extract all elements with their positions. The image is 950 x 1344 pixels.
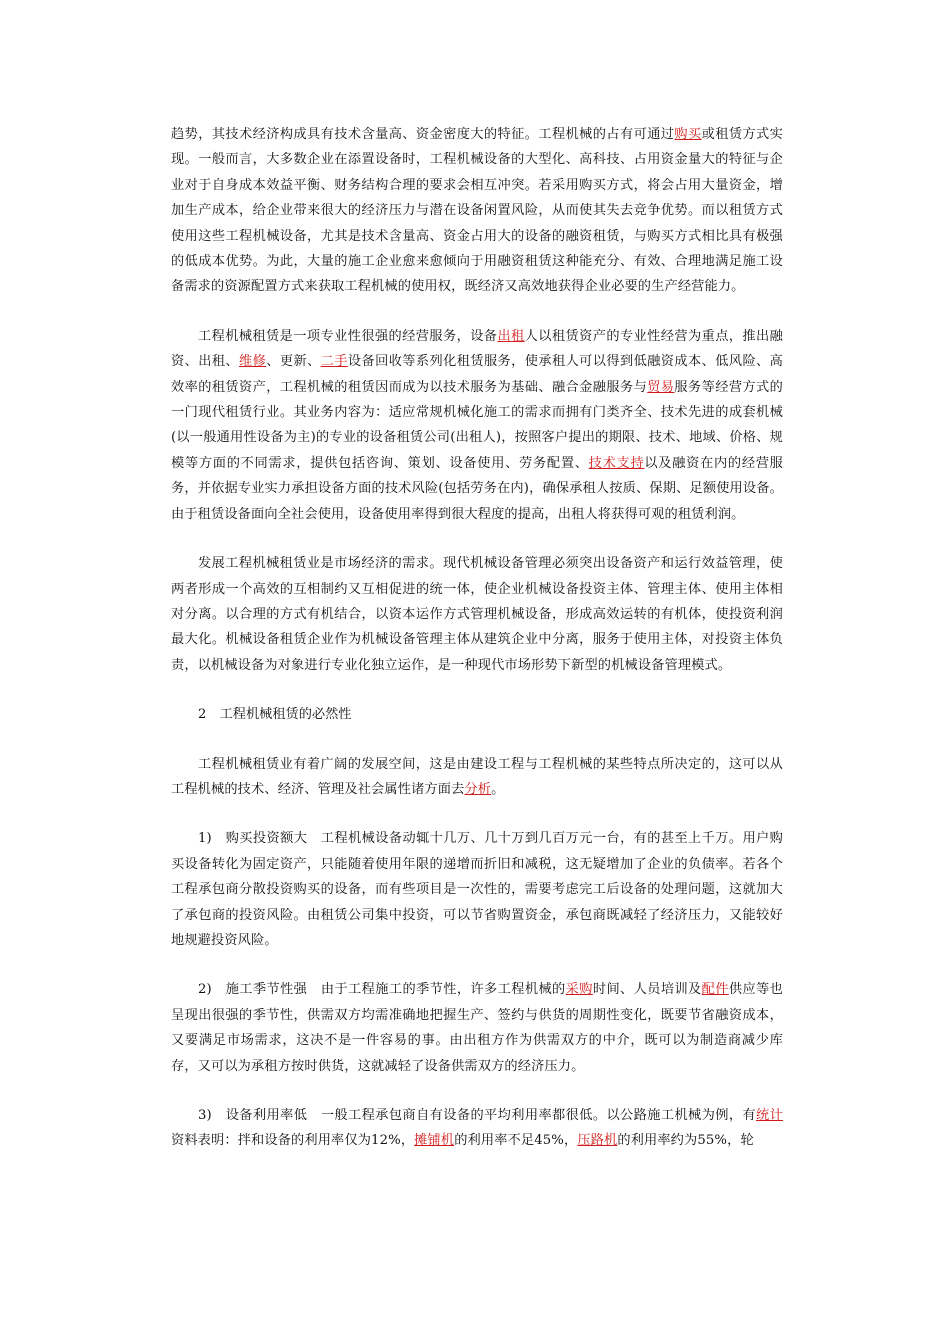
link-parts[interactable]: 配件 xyxy=(701,982,729,998)
section-heading: 2 工程机械租赁的必然性 xyxy=(198,707,352,723)
link-purchase[interactable]: 购买 xyxy=(674,127,702,142)
paragraph-3: 发展工程机械租赁业是市场经济的需求。现代机械设备管理必须突出设备资产和运行效益管理，使两者形成一个高效的互相制约又互相促进的统一体，使企业机械设备投资主体、管理主体、使用主体相对分离。以合理的方式有机结合，以资本运作方式管理机械设备，形成高效运转的有机体，使投资利润最大化。机械设备租赁企业作为机械设备管理主体从建筑企业中分离，服务于使用主体，对投资主体负责，以机械设备为对象进行专业化独立运作，是一种现代市场形势下新型的机械设备管理模式。 xyxy=(171,556,783,673)
paragraph-7: 3) 设备利用率低 一般工程承包商自有设备的平均利用率都很低。以公路施工机械为例，有统计资料表明：拌和设备的利用率仅为12%，摊铺机的利用率不足45%，压路机的利用率约为55%，轮 xyxy=(171,1108,783,1149)
link-roller[interactable]: 压路机 xyxy=(577,1133,618,1149)
link-trade[interactable]: 贸易 xyxy=(647,379,675,395)
link-repair[interactable]: 维修 xyxy=(239,354,267,370)
link-paver[interactable]: 摊铺机 xyxy=(414,1133,455,1149)
link-second-hand[interactable]: 二手 xyxy=(320,354,348,370)
link-analysis[interactable]: 分析 xyxy=(464,781,492,797)
paragraph-5: 1) 购买投资额大 工程机械设备动辄十几万、几十万到几百万元一台，有的甚至上千万。用户购买设备转化为固定资产，只能随着使用年限的递增而折旧和减税，这无疑增加了企业的负债率。若各个工程承包商分散投资购买的设备，而有些项目是一次性的，需要考虑完工后设备的处理问题，这就加大了承包商的投资风险。由租赁公司集中投资，可以节省购置资金，承包商既减轻了经济压力，又能较好地规避投资风险。 xyxy=(171,831,783,948)
paragraph-4: 工程机械租赁业有着广阔的发展空间，这是由建设工程与工程机械的某些特点所决定的，这可以从工程机械的技术、经济、管理及社会属性诸方面去分析。 xyxy=(171,756,783,797)
paragraph-1: 趋势，其技术经济构成具有技术含量高、资金密度大的特征。工程机械的占有可通过购买或租赁方式实现。一般而言，大多数企业在添置设备时，工程机械设备的大型化、高科技、占用资金量大的特征与企业对于自身成本效益平衡、财务结构合理的要求会相互冲突。若采用购买方式，将会占用大量资金，增加生产成本，给企业带来很大的经济压力与潜在设备闲置风险，从而使其失去竞争优势。而以租赁方式使用这些工程机械设备，尤其是技术含量高、资金占用大的设备的融资租赁，与购买方式相比具有极强的低成本优势。为此，大量的施工企业愈来愈倾向于用融资租赁这种能充分、有效、合理地满足施工设备需求的资源配置方式来获取工程机械的使用权，既经济又高效地获得企业必要的生产经营能力。 xyxy=(171,127,783,295)
paragraph-2: 工程机械租赁是一项专业性很强的经营服务，设备出租人以租赁资产的专业性经营为重点，推出融资、出租、维修、更新、二手设备回收等系列化租赁服务，使承租人可以得到低融资成本、低风险、高效率的租赁资产，工程机械的租赁因而成为以技术服务为基础、融合金融服务与贸易服务等经营方式的一门现代租赁行业。其业务内容为：适应常规机械化施工的需求而拥有门类齐全、技术先进的成套机械(以一般通用性设备为主)的专业的设备租赁公司(出租人)，按照客户提出的期限、技术、地域、价格、规模等方面的不同需求，提供包括咨询、策划、设备使用、劳务配置、技术支持以及融资在内的经营服务，并依据专业实力承担设备方面的技术风险(包括劳务在内)，确保承租人按质、保期、足额使用设备。由于租赁设备面向全社会使用，设备使用率得到很大程度的提高，出租人将获得可观的租赁利润。 xyxy=(171,328,784,522)
link-procurement[interactable]: 采购 xyxy=(565,982,593,998)
link-lease-out[interactable]: 出租 xyxy=(497,328,525,344)
link-statistics[interactable]: 统计 xyxy=(756,1108,783,1123)
link-tech-support[interactable]: 技术支持 xyxy=(588,455,645,471)
paragraph-6: 2) 施工季节性强 由于工程施工的季节性，许多工程机械的采购时间、人员培训及配件供应等也呈现出很强的季节性，供需双方均需准确地把握生产、签约与供货的周期性变化，既要节省融资成本，又要满足市场需求，这决不是一件容易的事。由出租方作为供需双方的中介，既可以为制造商减少库存，又可以为承租方按时供货，这就减轻了设备供需双方的经济压力。 xyxy=(171,982,783,1074)
document-body xyxy=(171,122,783,1154)
